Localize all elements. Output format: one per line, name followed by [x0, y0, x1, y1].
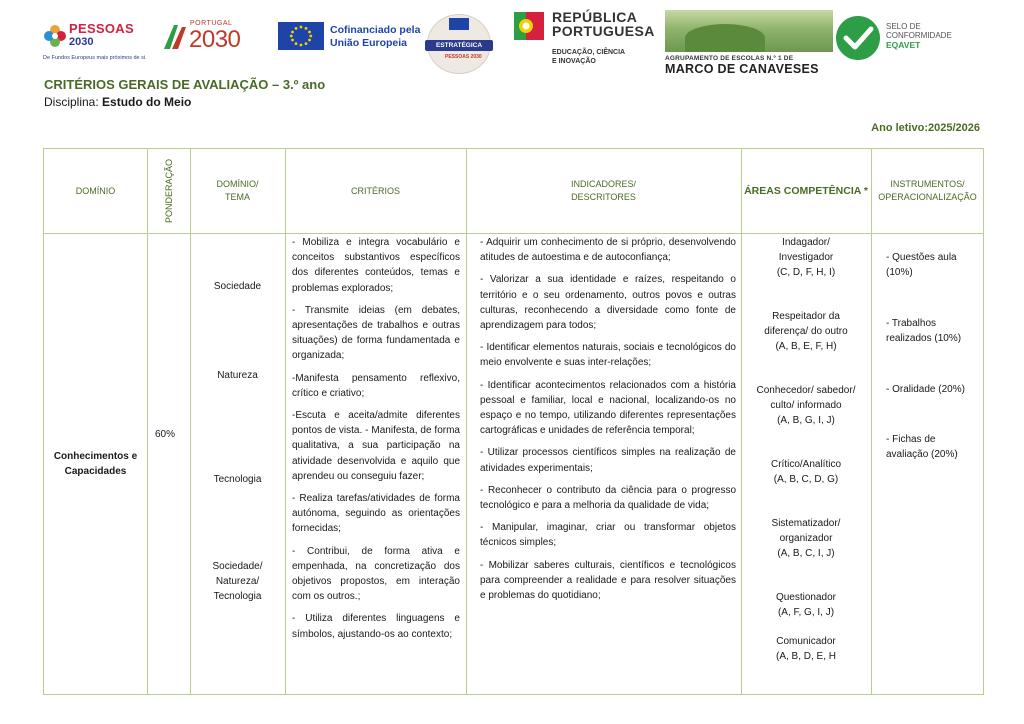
criterio-item: - Mobiliza e integra vocabulário e conceitos substantivos específicos dos diferentes conteúdos, temas e problemas explorados;	[292, 237, 460, 294]
tema-sociedade: Sociedade	[213, 281, 262, 292]
eqavet-brand: EQAVET	[886, 40, 921, 50]
pessoas-tagline: De Fundos Europeus mais próximos de si.	[43, 55, 147, 61]
republica-text	[552, 10, 655, 38]
indicador-item: - Utilizar processos científicos simples na realização de atividades experimentais;	[480, 447, 736, 474]
estrategica-ribbon: ESTRATÉGICA	[425, 40, 493, 51]
area-line: Investigador	[778, 252, 834, 263]
eqavet-line2: CONFORMIDADE	[886, 31, 952, 40]
header-indicadores	[466, 149, 741, 233]
header-indicadores-line2: DESCRITORES	[571, 192, 636, 202]
eu-line1: Cofinanciado pela	[330, 24, 421, 36]
portugal2030-small: PORTUGAL	[190, 20, 233, 27]
discipline-line	[44, 95, 191, 109]
estrategica-eu-flag-icon	[449, 18, 469, 30]
instrumento-fichas	[886, 432, 958, 462]
area-line: Questionador	[775, 592, 837, 603]
area-line: (A, B, G, I, J)	[777, 415, 835, 426]
republica-shield-icon	[514, 8, 544, 44]
indicador-item: - Identificar elementos naturais, sociais e tecnológicos do meio envolvente e suas inter-relações;	[480, 342, 736, 369]
indicador-item: - Mobilizar saberes culturais, científicos e tecnológicos para compreender a realidade e para resolver situações e problemas do quotidiano;	[480, 559, 736, 602]
area-line: (A, B, E, F, H)	[775, 341, 837, 352]
estrategica-sub: PESSOAS 2030	[445, 54, 482, 60]
header-dominio-tema-line1: DOMÍNIO/	[216, 179, 259, 189]
area-line: organizador	[779, 533, 833, 544]
area-line: Respeitador da	[772, 311, 840, 322]
criterio-item: - Transmite ideias (em debates, apresentações de trabalhos e outras situações) de forma fundamentada e organizada;	[292, 304, 460, 362]
eu-text	[330, 24, 420, 50]
instrumento-oralidade	[886, 382, 965, 397]
instrumento-line: avaliação (20%)	[886, 449, 958, 460]
header-dominio-tema	[190, 149, 285, 233]
indicador-item: - Valorizar a sua identidade e raízes, respeitando o território e o seu ordenamento, outros povos e outras culturas, reconhecendo a diversidade como fonte de aprendizagem para todos;	[480, 274, 736, 332]
instrumento-line: - Fichas de	[886, 434, 936, 445]
agrupamento-line1: AGRUPAMENTO DE ESCOLAS N.º 1 DE	[665, 55, 794, 62]
area-line: (C, D, F, H, I)	[776, 267, 836, 278]
instrumento-trabalhos	[886, 316, 961, 346]
discipline-value: Estudo do Meio	[102, 95, 192, 109]
header-dominio: DOMÍNIO	[75, 185, 116, 196]
area-line: diferença/ do outro	[764, 326, 848, 337]
area-sistematizador	[741, 516, 871, 561]
header-areas-competencia: ÁREAS COMPETÊNCIA *	[744, 184, 868, 197]
indicador-item: - Manipular, imaginar, criar ou transformar objetos técnicos simples;	[480, 522, 736, 549]
eqavet-text	[886, 22, 952, 40]
area-indagador	[741, 235, 871, 280]
portugal2030-logo	[162, 20, 252, 56]
dominio-line2: Capacidades	[64, 466, 127, 477]
tema-combinado-line3: Tecnologia	[213, 591, 262, 602]
header-divider	[44, 233, 983, 234]
school-year: Ano letivo:2025/2026	[871, 122, 980, 134]
criterios-list	[292, 235, 460, 649]
area-line: (A, F, G, I, J)	[777, 607, 835, 618]
area-line: culto/ informado	[770, 400, 842, 411]
republica-portuguesa-logo	[514, 8, 664, 72]
document-title: CRITÉRIOS GERAIS DE AVALIAÇÃO – 3.º ano	[44, 77, 326, 92]
ministry-text	[552, 48, 625, 66]
criteria-table	[43, 148, 984, 695]
logo-strip	[0, 0, 1024, 80]
tema-natureza: Natureza	[217, 370, 258, 381]
discipline-label: Disciplina:	[44, 95, 103, 109]
eqavet-check-icon	[836, 16, 880, 60]
agrupamento-hill-shape	[685, 24, 765, 52]
ministry-line2: E INOVAÇÃO	[552, 58, 596, 65]
portugal2030-mark-icon	[162, 23, 188, 51]
eu-cofinanced-logo	[278, 22, 423, 50]
criterio-item: - Contribui, de forma ativa e empenhada, na concretização dos objetivos propostos, em interação com os outros.;	[292, 545, 460, 603]
eu-line2: União Europeia	[330, 37, 408, 49]
agrupamento-line2: MARCO DE CANAVESES	[665, 62, 819, 76]
header-indicadores-line1: INDICADORES/	[570, 179, 636, 189]
area-line: (A, B, C, I, J)	[777, 548, 835, 559]
criterio-item: - Realiza tarefas/atividades de forma autónoma, seguindo as orientações fornecidas;	[292, 493, 460, 535]
pessoas-name: PESSOAS	[69, 21, 134, 36]
dominio-line1: Conhecimentos e	[53, 451, 138, 462]
area-questionador	[741, 590, 871, 620]
header-criterios: CRITÉRIOS	[350, 185, 400, 196]
criterio-item: - Utiliza diferentes linguagens e símbolos, ajustando-os ao contexto;	[292, 613, 460, 640]
instrumento-line: (10%)	[886, 267, 913, 278]
indicador-item: - Identificar acontecimentos relacionados com a história pessoal e familiar, local e nacional, localizando-os no espaço e no tempo, utilizando diferentes representações cartográficas e unidades de referência temporal;	[480, 379, 736, 437]
criterio-item: -Manifesta pensamento reflexivo, crítico e criativo;	[292, 372, 460, 399]
criterio-item: -Escuta e aceita/admite diferentes pontos de vista. - Manifesta, de forma qualitativa, a sua participação na atividade desenvolvida e aquilo que aprendeu ou conseguiu fazer;	[292, 410, 460, 482]
tema-combinado-line2: Natureza/	[215, 576, 260, 587]
instrumento-line: - Oralidade (20%)	[886, 384, 965, 395]
pessoas-flower-icon	[43, 24, 67, 48]
instrumento-line: - Questões aula	[886, 252, 957, 263]
ponderacao-value: 60%	[155, 429, 176, 440]
estrategica-badge	[423, 14, 495, 74]
instrumento-line: - Trabalhos	[886, 318, 937, 329]
republica-line2: PORTUGUESA	[552, 23, 655, 39]
tema-combinado	[190, 559, 285, 604]
pessoas-year: 2030	[69, 36, 94, 48]
header-ponderacao-label: PONDERAÇÃO	[163, 158, 174, 224]
header-instrumentos-line2: OPERACIONALIZAÇÃO	[878, 192, 977, 202]
republica-line1: REPÚBLICA	[552, 9, 638, 25]
indicador-item: - Reconhecer o contributo da ciência para o progresso tecnológico e para a melhoria da qualidade de vida;	[480, 484, 736, 512]
area-comunicador	[741, 634, 871, 664]
header-dominio-tema-line2: TEMA	[224, 192, 250, 202]
dominio-cell	[44, 233, 147, 695]
eu-flag-icon	[278, 22, 324, 50]
instrumento-questoes	[886, 250, 957, 280]
tema-combinado-line1: Sociedade/	[212, 561, 263, 572]
area-line: Sistematizador/	[771, 518, 841, 529]
area-line: (A, B, C, D, G)	[773, 474, 839, 485]
header-instrumentos	[871, 149, 984, 233]
header-ponderacao	[147, 149, 190, 233]
eqavet-line1: SELO DE	[886, 22, 921, 31]
area-respeitador	[741, 309, 871, 354]
area-line: Comunicador	[776, 636, 836, 647]
ministry-line1: EDUCAÇÃO, CIÊNCIA	[552, 49, 626, 56]
indicadores-list	[480, 235, 736, 610]
header-instrumentos-line1: INSTRUMENTOS/	[890, 179, 965, 189]
area-line: Crítico/Analítico	[770, 459, 842, 470]
eqavet-seal-logo	[836, 16, 976, 60]
tema-tecnologia: Tecnologia	[213, 474, 262, 485]
pessoas2030-logo	[43, 20, 161, 64]
portugal2030-big: 2030	[189, 26, 241, 53]
agrupamento-logo	[665, 10, 833, 74]
area-line: Conhecedor/ sabedor/	[756, 385, 856, 396]
area-critico	[741, 457, 871, 487]
area-line: Indagador/	[782, 237, 830, 248]
indicador-item: - Adquirir um conhecimento de si próprio, desenvolvendo atitudes de autoestima e de autoconfiança;	[480, 237, 736, 264]
area-conhecedor	[741, 383, 871, 428]
instrumento-line: realizados (10%)	[886, 333, 962, 344]
area-line: (A, B, D, E, H	[775, 651, 836, 662]
